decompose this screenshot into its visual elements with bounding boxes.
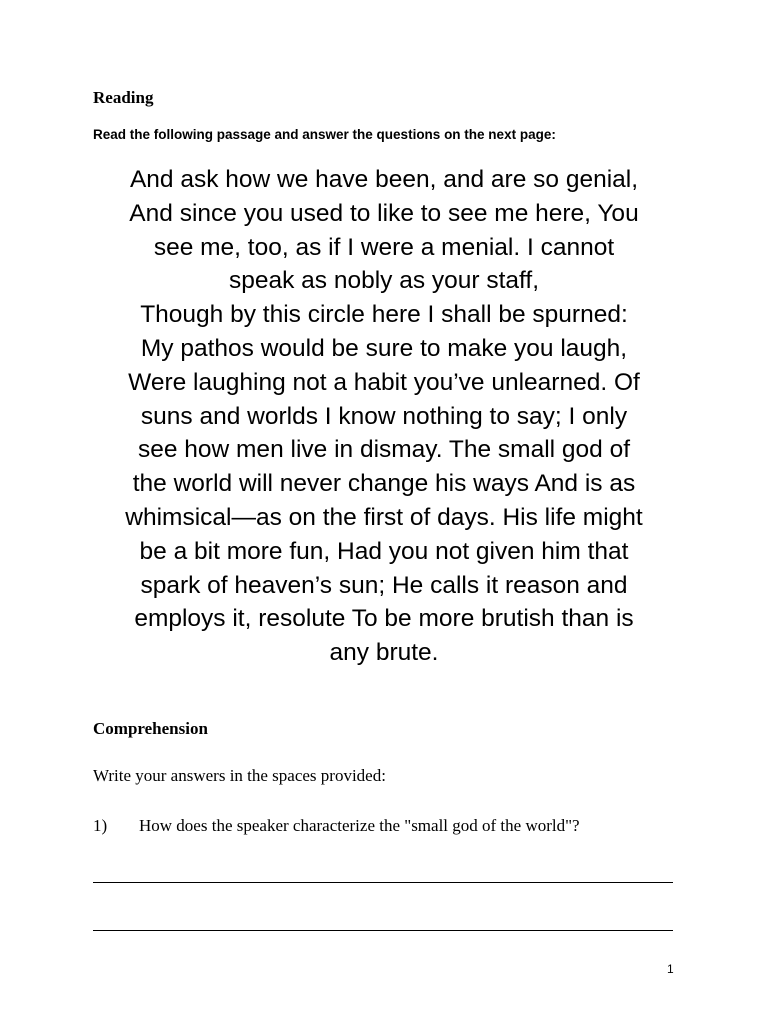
comprehension-instruction: Write your answers in the spaces provided:	[93, 766, 386, 785]
answer-line[interactable]	[93, 930, 673, 931]
answer-line[interactable]	[93, 882, 673, 883]
reading-heading: Reading	[93, 88, 154, 107]
page-number: 1	[667, 962, 674, 976]
reading-instruction: Read the following passage and answer the questions on the next page:	[93, 127, 556, 142]
question-number: 1)	[93, 816, 108, 835]
comprehension-heading: Comprehension	[93, 719, 208, 738]
question-text: How does the speaker characterize the "small god of the world"?	[139, 816, 580, 835]
reading-passage: And ask how we have been, and are so genial, And since you used to like to see me here, You see me, too, as if I were a menial. I cannot speak as nobly as your staff, Though by this circle here I shall be spurned: My pathos would be sure to make you laugh, Were laughing not a habit you’ve unlearned. Of suns and worlds I know nothing to say; I only see how men live in dismay. The small god of the world will never change his ways And is as whimsical—as on the first of days. His life might be a bit more fun, Had you not given him that spark of heaven’s sun; He calls it reason and employs it, resolute To be more brutish than is any brute.	[125, 166, 643, 667]
question-1	[93, 816, 580, 836]
